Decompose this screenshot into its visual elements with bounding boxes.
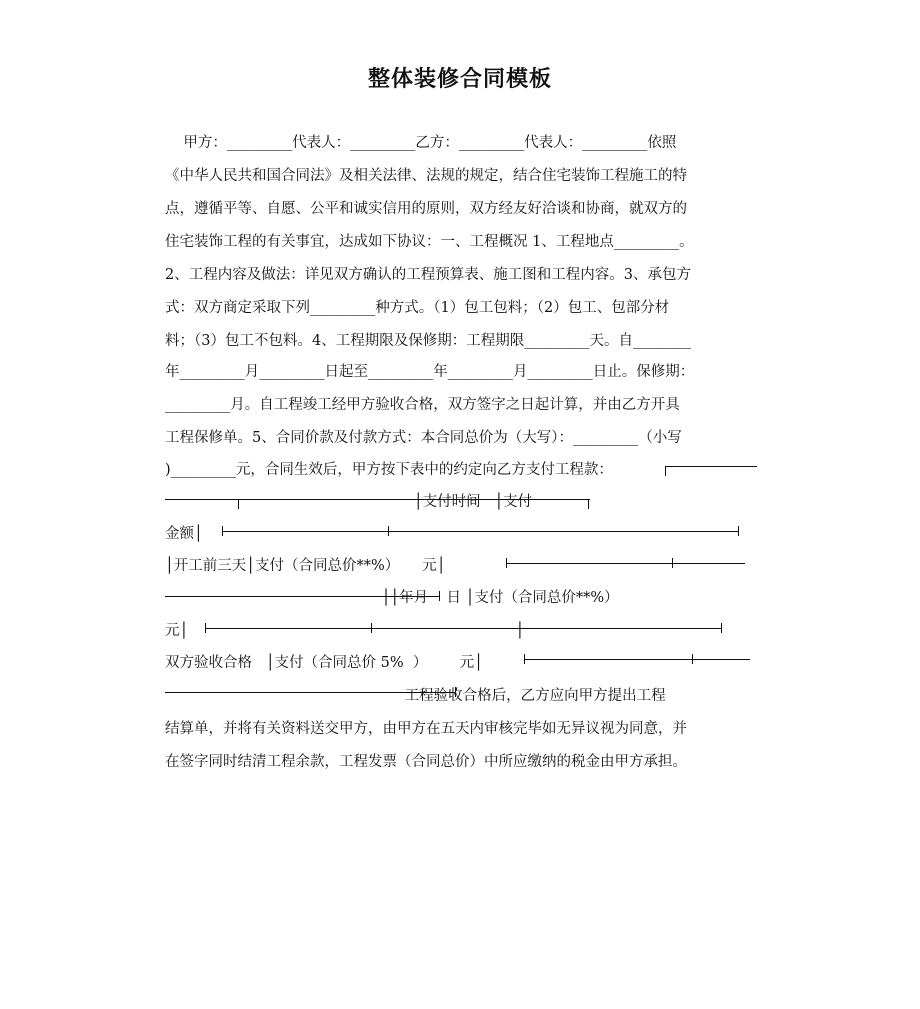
paragraph-line: 工程保修单。5、合同价款及付款方式：本合同总价为（大写）：_________（小写 bbox=[165, 430, 682, 446]
paragraph-line: 2、工程内容及做法：详见双方确认的工程预算表、施工图和工程内容。3、承包方 bbox=[165, 267, 691, 283]
table-tick bbox=[692, 654, 693, 664]
paragraph-line: 点，遵循平等、自愿、公平和诚实信用的原则，双方经友好洽谈和协商，就双方的 bbox=[165, 201, 687, 217]
paragraph-line: ││年月 日 │支付（合同总价**%） bbox=[165, 590, 619, 606]
paragraph-line: _________月。自工程竣工经甲方验收合格，双方签字之日起计算，并由乙方开具 bbox=[165, 397, 680, 413]
table-tick bbox=[738, 526, 739, 536]
table-tick bbox=[455, 687, 456, 697]
table-rule bbox=[205, 628, 722, 629]
paragraph-line: 元│ │ bbox=[165, 623, 525, 639]
table-tick bbox=[524, 654, 525, 664]
table-rule bbox=[165, 499, 590, 500]
paragraph-line: 金额│ bbox=[165, 526, 203, 542]
paragraph-line: 在签字同时结清工程余款，工程发票（合同总价）中所应缴纳的税金由甲方承担。 bbox=[165, 754, 687, 770]
document-title: 整体装修合同模板 bbox=[367, 67, 552, 92]
paragraph-line: │开工前三天│支付（合同总价**%） 元│ bbox=[165, 558, 446, 574]
table-tick bbox=[371, 623, 372, 633]
table-rule bbox=[165, 596, 440, 597]
table-tick bbox=[588, 499, 589, 509]
paragraph-line: 工程验收合格后，乙方应向甲方提出工程 bbox=[165, 688, 666, 704]
table-tick bbox=[222, 526, 223, 536]
table-tick bbox=[721, 623, 722, 633]
paragraph-line: 结算单，并将有关资料送交甲方，由甲方在五天内审核完毕如无异议视为同意，并 bbox=[165, 721, 687, 737]
table-rule bbox=[665, 466, 757, 467]
paragraph-line: 料；（3）包工不包料。4、工程期限及保修期：工程期限_________天。自________ bbox=[165, 333, 691, 349]
table-tick bbox=[506, 558, 507, 568]
paragraph-line: 甲方：_________代表人：_________乙方：_________代表人：_________依照 bbox=[165, 135, 677, 151]
table-rule bbox=[165, 692, 455, 693]
paragraph-line: 双方验收合格 │支付（合同总价 5% ） 元│ bbox=[165, 655, 483, 671]
table-rule bbox=[506, 563, 745, 564]
paragraph-line: 《中华人民共和国合同法》及相关法律、法规的规定，结合住宅装饰工程施工的特 bbox=[165, 168, 687, 184]
table-tick bbox=[388, 526, 389, 536]
paragraph-line: │支付时间 │支付 bbox=[165, 494, 533, 510]
paragraph-line: 年_________月_________日起至_________年_________月_________日止。保修期： bbox=[165, 364, 695, 380]
table-rule bbox=[222, 531, 739, 532]
table-tick bbox=[439, 591, 440, 601]
table-tick bbox=[672, 558, 673, 568]
paragraph-line: 住宅装饰工程的有关事宜，达成如下协议：一、工程概况 1、工程地点_________。 bbox=[165, 234, 694, 250]
table-rule bbox=[524, 659, 750, 660]
paragraph-line: )_________元，合同生效后，甲方按下表中的约定向乙方支付工程款： bbox=[165, 462, 613, 478]
table-tick bbox=[205, 623, 206, 633]
table-tick bbox=[238, 499, 239, 509]
table-tick bbox=[665, 466, 666, 476]
paragraph-line: 式：双方商定采取下列_________种方式。（1）包工包料；（2）包工、包部分材 bbox=[165, 300, 670, 316]
